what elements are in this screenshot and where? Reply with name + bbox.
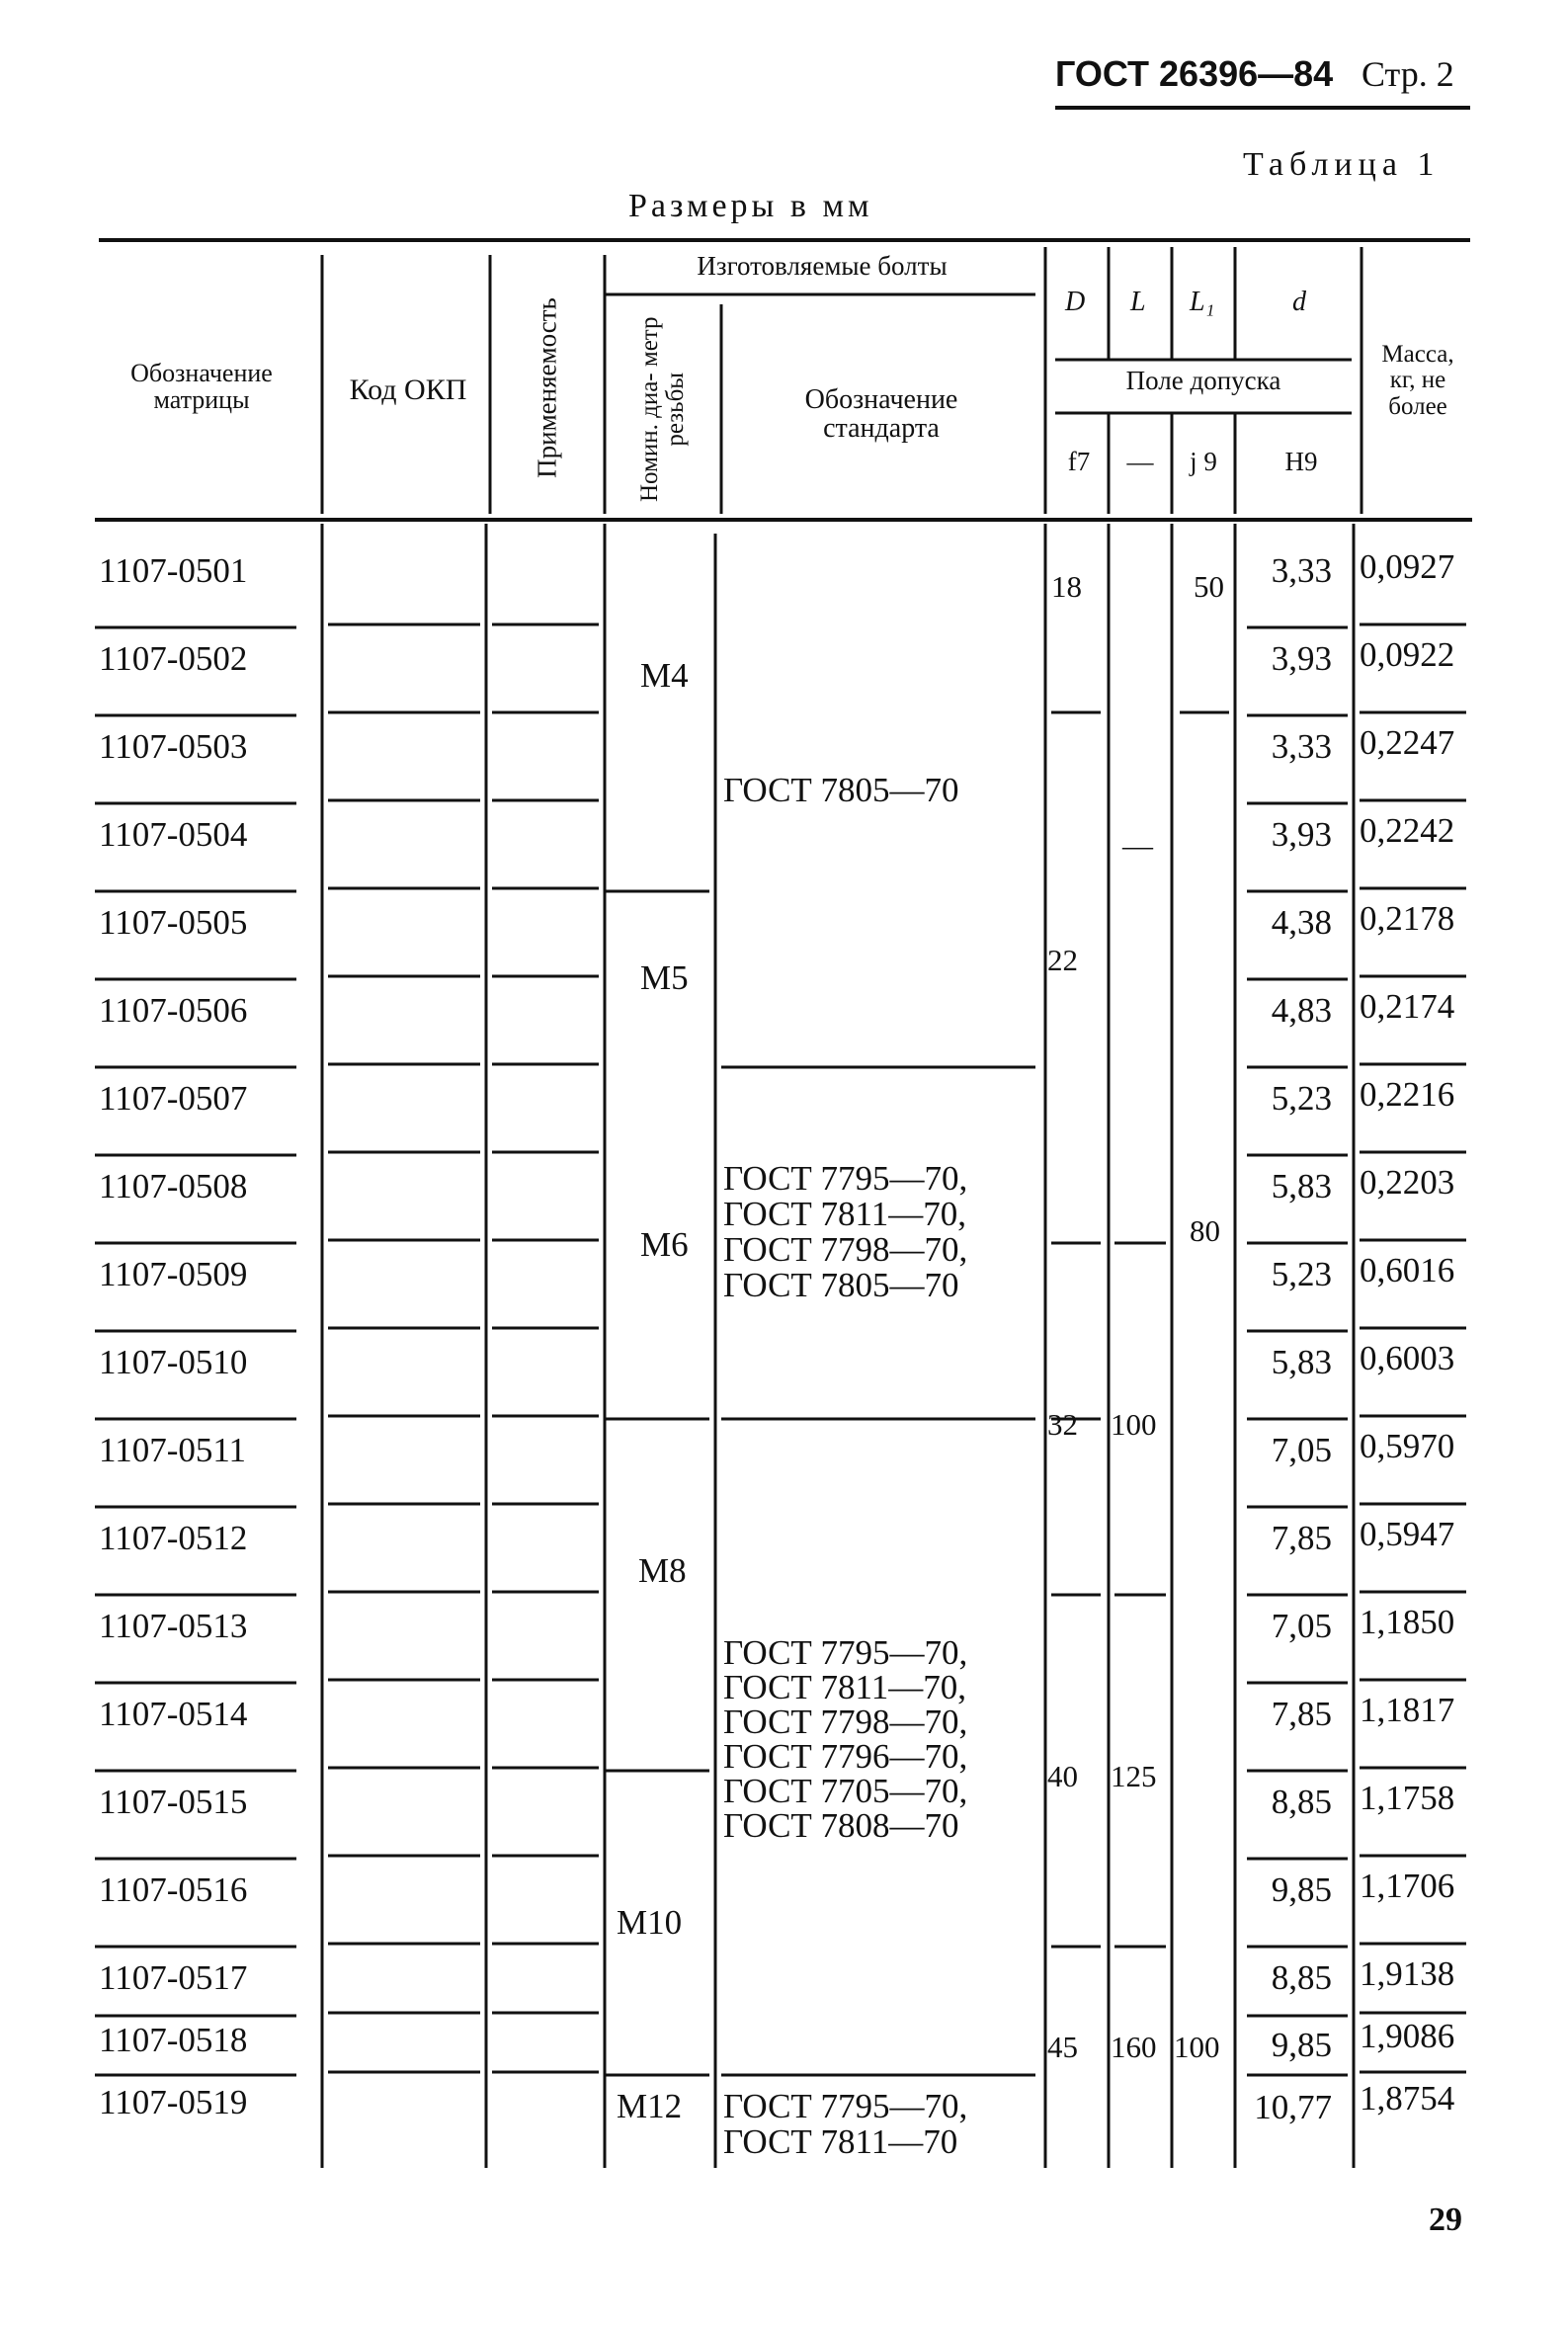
table-row-d: 3,93	[1271, 815, 1332, 854]
standard-line: ГОСТ 7705—70,	[723, 1772, 968, 1810]
header-mass: Масса, кг, не более	[1381, 341, 1454, 420]
table-row-designation: 1107-0509	[99, 1255, 248, 1293]
standard-group-2	[723, 1161, 967, 1303]
L-dash: —	[1122, 828, 1153, 863]
table-row-d: 5,23	[1271, 1079, 1332, 1118]
running-header-doc: ГОСТ 26396—84	[1055, 53, 1334, 94]
D-value: 45	[1047, 2030, 1078, 2064]
table-row-mass: 1,1817	[1360, 1691, 1455, 1729]
table-row-designation: 1107-0506	[99, 991, 248, 1030]
table-row-d: 3,33	[1271, 727, 1332, 766]
table-row-d: 8,85	[1271, 1783, 1332, 1821]
table-row-d: 7,85	[1271, 1695, 1332, 1733]
table-row-d: 7,05	[1271, 1431, 1332, 1469]
table-row-designation: 1107-0504	[99, 815, 248, 854]
header-tol-L1: j 9	[1190, 447, 1217, 476]
table-row-designation: 1107-0515	[99, 1783, 248, 1821]
table-row-d: 9,85	[1271, 2026, 1332, 2064]
table-row-designation: 1107-0502	[99, 639, 248, 678]
D-value: 18	[1051, 569, 1082, 604]
header-L: L	[1130, 287, 1146, 317]
header-thread-dia: Номин. диа- метр резьбы	[635, 316, 689, 503]
thread-dia-m6: M6	[640, 1225, 689, 1264]
table-row-d: 8,85	[1271, 1958, 1332, 1997]
page-number: 29	[1429, 2201, 1462, 2238]
table-row-designation: 1107-0508	[99, 1167, 248, 1205]
running-header-page: Стр. 2	[1362, 54, 1454, 94]
standard-line: ГОСТ 7798—70,	[723, 1703, 968, 1741]
header-tol-D: f7	[1067, 447, 1091, 476]
table-row-d: 5,23	[1271, 1255, 1332, 1293]
table-row-d: 10,77	[1254, 2088, 1332, 2126]
header-tolerance-field: Поле допуска	[1125, 366, 1281, 395]
table-row-d: 4,38	[1271, 903, 1332, 942]
table-row-designation: 1107-0516	[99, 1870, 248, 1909]
table-row-d: 7,05	[1271, 1607, 1332, 1645]
standard-line: ГОСТ 7805—70	[723, 1266, 959, 1304]
header-D: D	[1065, 287, 1086, 317]
D-value: 40	[1047, 1759, 1078, 1793]
table-row-mass: 0,6016	[1360, 1251, 1455, 1289]
table-row-designation: 1107-0505	[99, 903, 248, 942]
table-row-mass: 0,0927	[1360, 547, 1455, 586]
table-row-d: 7,85	[1271, 1519, 1332, 1557]
table-row-designation: 1107-0501	[99, 551, 248, 590]
header-bolts-group: Изготовляемые болты	[697, 251, 948, 281]
table-row-designation: 1107-0517	[99, 1958, 248, 1997]
table-row-mass: 0,2174	[1360, 987, 1455, 1026]
table-row-designation: 1107-0507	[99, 1079, 248, 1118]
standard-line: ГОСТ 7795—70,	[723, 2087, 968, 2125]
standard-line: ГОСТ 7811—70,	[723, 1668, 966, 1706]
table-row-mass: 0,5970	[1360, 1427, 1455, 1465]
L1-value: 100	[1174, 2030, 1220, 2064]
thread-dia-m10: M10	[617, 1903, 683, 1942]
table-row-designation: 1107-0503	[99, 727, 248, 766]
table-row-mass: 0,2178	[1360, 899, 1455, 938]
L-value: 125	[1111, 1759, 1157, 1793]
thread-dia-m8: M8	[638, 1551, 687, 1590]
table-row-mass: 0,2203	[1360, 1163, 1455, 1202]
table-row-mass: 1,9086	[1360, 2017, 1455, 2055]
D-value: 32	[1047, 1407, 1078, 1442]
table-row-designation: 1107-0510	[99, 1343, 248, 1381]
standard-line: ГОСТ 7798—70,	[723, 1230, 968, 1269]
thread-dia-m4: M4	[640, 656, 689, 695]
header-L1: L₁	[1190, 287, 1215, 317]
table-row-d: 4,83	[1271, 991, 1332, 1030]
standard-group-3	[723, 1635, 967, 1843]
table-row-d: 3,33	[1271, 551, 1332, 590]
table-row-mass: 0,5947	[1360, 1515, 1455, 1553]
header-designation: Обозначение матрицы	[130, 359, 273, 415]
table-row-mass: 1,8754	[1360, 2079, 1455, 2118]
thread-dia-m12: M12	[617, 2087, 683, 2125]
table-row-mass: 1,1706	[1360, 1867, 1455, 1905]
table-row-mass: 0,2242	[1360, 811, 1455, 850]
L1-value: 80	[1190, 1213, 1220, 1248]
table-row-mass: 0,0922	[1360, 635, 1455, 674]
header-applicability: Применяемость	[532, 297, 562, 478]
thread-dia-m5: M5	[640, 958, 689, 997]
standard-line: ГОСТ 7795—70,	[723, 1633, 968, 1672]
table-row-designation: 1107-0511	[99, 1431, 247, 1469]
L-value: 100	[1111, 1407, 1157, 1442]
table-row-mass: 1,9138	[1360, 1954, 1455, 1993]
table-row-d: 9,85	[1271, 1870, 1332, 1909]
table-row-mass: 0,2247	[1360, 723, 1455, 762]
standard-group-1: ГОСТ 7805—70	[723, 771, 959, 809]
header-okp-code: Код ОКП	[349, 374, 467, 406]
table-row-d: 5,83	[1271, 1343, 1332, 1381]
standard-line: ГОСТ 7811—70	[723, 2122, 958, 2161]
table-row-d: 3,93	[1271, 639, 1332, 678]
header-d: d	[1292, 287, 1306, 317]
standard-line: ГОСТ 7811—70,	[723, 1195, 966, 1233]
table-row-mass: 1,1850	[1360, 1603, 1455, 1641]
table-label: Таблица 1	[1243, 146, 1441, 183]
header-standard: Обозначение стандарта	[804, 384, 958, 445]
standard-line: ГОСТ 7808—70	[723, 1806, 959, 1845]
table-row-designation: 1107-0514	[99, 1695, 248, 1733]
table-row-designation: 1107-0519	[99, 2083, 248, 2121]
header-tol-L: —	[1126, 447, 1154, 476]
standard-line: ГОСТ 7796—70,	[723, 1737, 968, 1776]
table-row-designation: 1107-0512	[99, 1519, 248, 1557]
dimensions-note: Размеры в мм	[628, 188, 873, 224]
table-row-designation: 1107-0518	[99, 2021, 248, 2059]
table-row-d: 5,83	[1271, 1167, 1332, 1205]
D-value: 22	[1047, 943, 1078, 977]
table-row-mass: 0,2216	[1360, 1075, 1455, 1114]
L1-value: 50	[1194, 569, 1224, 604]
table-row-mass: 0,6003	[1360, 1339, 1455, 1377]
L-value: 160	[1111, 2030, 1157, 2064]
standard-group-4	[723, 2089, 967, 2160]
table-row-mass: 1,1758	[1360, 1779, 1455, 1817]
standard-line: ГОСТ 7795—70,	[723, 1159, 968, 1198]
header-tol-d: H9	[1284, 447, 1318, 476]
table-row-designation: 1107-0513	[99, 1607, 248, 1645]
